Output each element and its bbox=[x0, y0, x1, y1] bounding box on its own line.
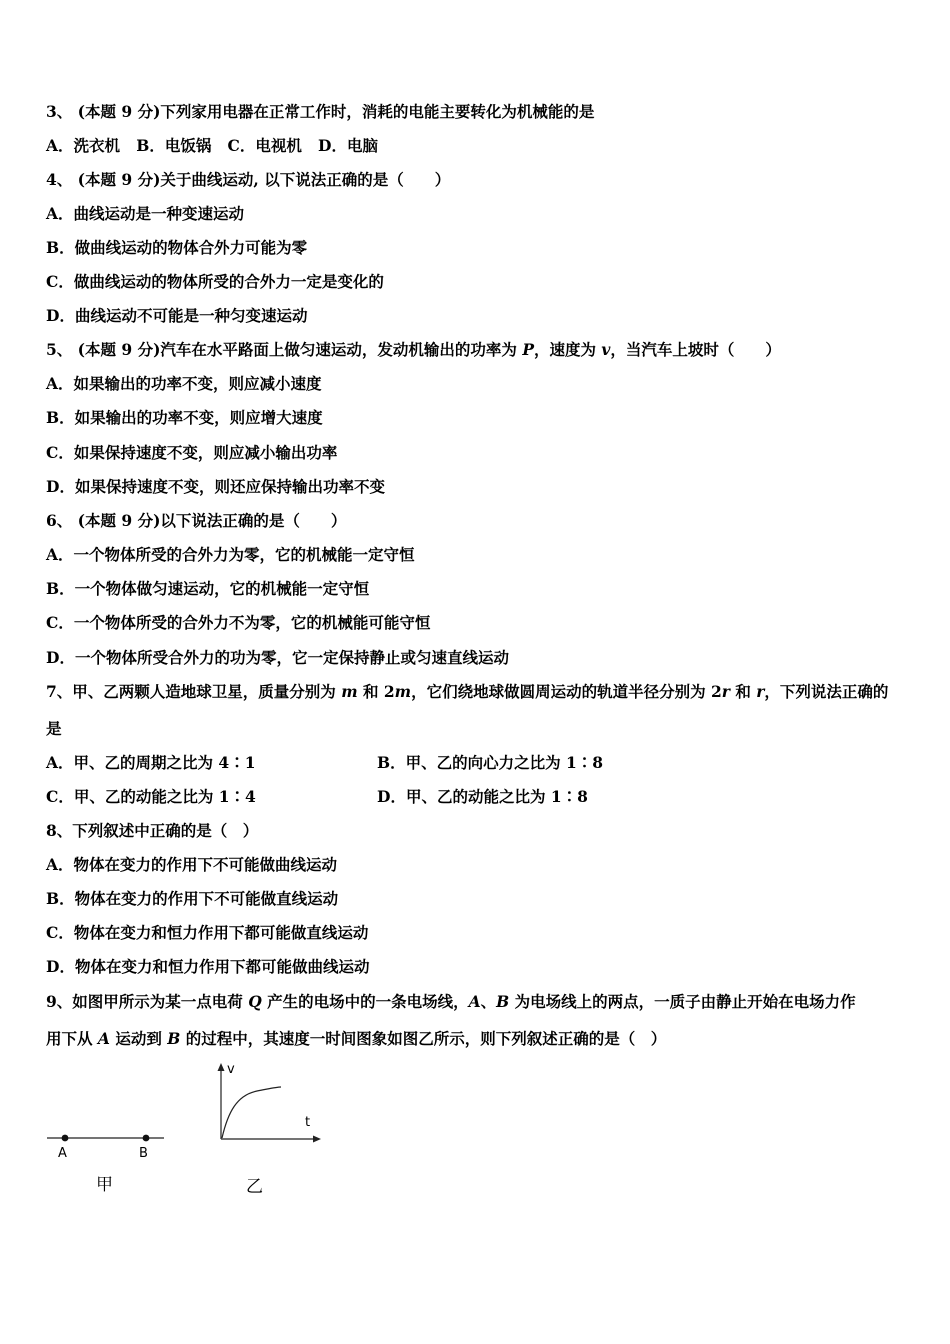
q9-stem: 9、如图甲所示为某一点电荷 Q 产生的电场中的一条电场线，A、B 为电场线上的两点，一质子由静止开始在电场力作 bbox=[46, 992, 856, 1011]
t-axis-arrow bbox=[313, 1136, 321, 1143]
field-line-diagram bbox=[40, 1110, 180, 1170]
q6-option-b: B．一个物体做匀速运动，它的机械能一定守恒 bbox=[46, 579, 370, 598]
q5-option-a: A．如果输出的功率不变，则应减小速度 bbox=[46, 374, 322, 393]
v-axis-label: v bbox=[227, 1062, 235, 1077]
t-axis-label: t bbox=[305, 1115, 311, 1130]
q6-option-a: A．一个物体所受的合外力为零，它的机械能一定守恒 bbox=[46, 545, 415, 564]
q3-stem: 3、 (本题 9 分)下列家用电器在正常工作时，消耗的电能主要转化为机械能的是 bbox=[46, 102, 595, 121]
point-a-dot bbox=[62, 1135, 69, 1142]
q4-stem: 4、 (本题 9 分)关于曲线运动, 以下说法正确的是（ ） bbox=[46, 170, 451, 189]
figure-velocity-time-graph bbox=[205, 1060, 335, 1200]
point-b-dot bbox=[143, 1135, 150, 1142]
q4-option-a: A．曲线运动是一种变速运动 bbox=[46, 204, 245, 223]
q6-stem: 6、 (本题 9 分)以下说法正确的是（ ） bbox=[46, 511, 347, 530]
q8-option-b: B．物体在变力的作用下不可能做直线运动 bbox=[46, 889, 339, 908]
v-axis-arrow bbox=[218, 1063, 225, 1071]
point-b-label: B bbox=[139, 1146, 148, 1161]
q7-option-b: B．甲、乙的向心力之比为 1∶8 bbox=[377, 753, 604, 772]
figure-jia-caption: 甲 bbox=[96, 1175, 113, 1195]
point-a-label: A bbox=[58, 1146, 67, 1161]
q8-option-d: D．物体在变力和恒力作用下都可能做曲线运动 bbox=[46, 957, 370, 976]
q6-option-c: C．一个物体所受的合外力不为零，它的机械能可能守恒 bbox=[46, 613, 431, 632]
q7-option-c: C．甲、乙的动能之比为 1∶4 bbox=[46, 787, 256, 806]
q7-option-a: A．甲、乙的周期之比为 4∶1 bbox=[46, 753, 256, 772]
q7-stem-continued: 是 bbox=[46, 719, 62, 738]
velocity-curve bbox=[222, 1087, 281, 1138]
q8-stem: 8、下列叙述中正确的是（ ） bbox=[46, 821, 259, 840]
q3-options: A．洗衣机 B．电饭锅 C．电视机 D．电脑 bbox=[46, 136, 378, 155]
q5-stem: 5、 (本题 9 分)汽车在水平路面上做匀速运动，发动机输出的功率为 P，速度为 v，当汽车上坡时（ ） bbox=[46, 340, 781, 359]
q4-option-b: B．做曲线运动的物体合外力可能为零 bbox=[46, 238, 308, 257]
q5-option-c: C．如果保持速度不变，则应减小输出功率 bbox=[46, 443, 338, 462]
q7-stem: 7、甲、乙两颗人造地球卫星，质量分别为 m 和 2m，它们绕地球做圆周运动的轨道半径分别为 2r 和 r，下列说法正确的 bbox=[46, 682, 889, 701]
q7-option-d: D．甲、乙的动能之比为 1∶8 bbox=[377, 787, 588, 806]
q4-option-c: C．做曲线运动的物体所受的合外力一定是变化的 bbox=[46, 272, 384, 291]
vt-graph bbox=[205, 1060, 335, 1150]
q5-option-d: D．如果保持速度不变，则还应保持输出功率不变 bbox=[46, 477, 385, 496]
q4-option-d: D．曲线运动不可能是一种匀变速运动 bbox=[46, 306, 308, 325]
figure-yi-caption: 乙 bbox=[246, 1177, 263, 1197]
figure-field-line bbox=[40, 1110, 180, 1200]
q8-option-c: C．物体在变力和恒力作用下都可能做直线运动 bbox=[46, 923, 369, 942]
q8-option-a: A．物体在变力的作用下不可能做曲线运动 bbox=[46, 855, 338, 874]
q6-option-d: D．一个物体所受合外力的功为零，它一定保持静止或匀速直线运动 bbox=[46, 648, 509, 667]
q9-stem-continued: 用下从 A 运动到 B 的过程中，其速度一时间图象如图乙所示，则下列叙述正确的是（ ） bbox=[46, 1029, 667, 1048]
q5-option-b: B．如果输出的功率不变，则应增大速度 bbox=[46, 408, 323, 427]
